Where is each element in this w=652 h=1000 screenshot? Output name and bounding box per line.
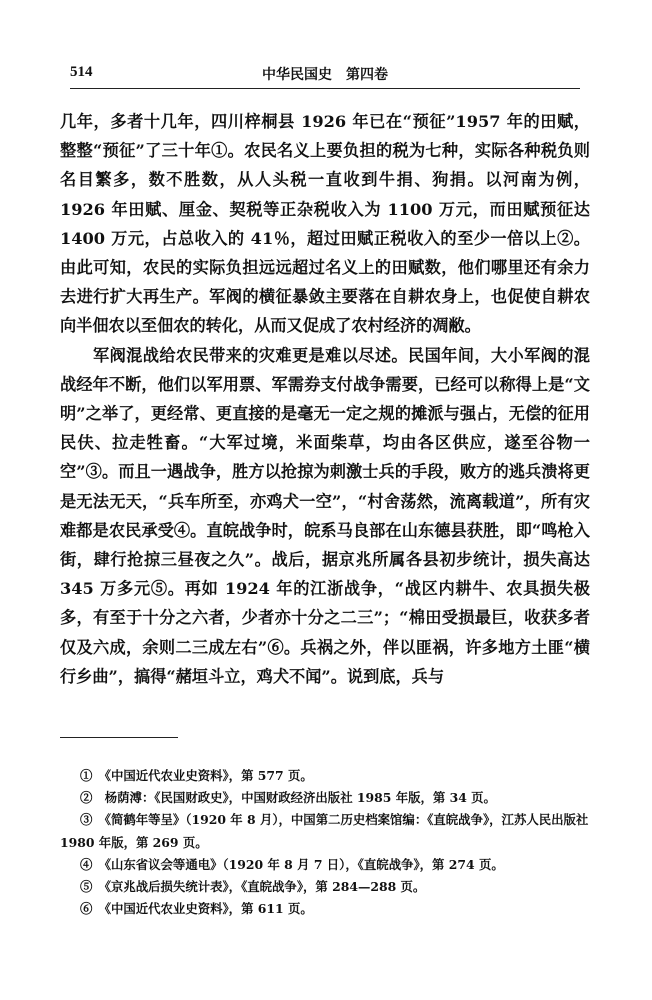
body-text [60,107,590,691]
footnote: ④ 《山东省议会等通电》（1920 年 8 月 7 日），《直皖战争》，第 274 页。 [80,856,504,872]
footnote-divider [60,737,178,738]
running-head: 中华民国史 第四卷 [262,67,388,83]
footnote: ⑤ 《京兆战后损失统计表》，《直皖战争》，第 284—288 页。 [80,879,426,895]
page-number: 514 [70,64,93,80]
footnotes [60,765,590,920]
page-header [70,64,580,89]
footnote: ③ 《简鹤年等呈》（1920 年 8 月），中国第二历史档案馆编：《直皖战争》，江苏人民出版社 1980 年版，第 269 页。 [60,812,589,850]
footnote: ① 《中国近代农业史资料》，第 577 页。 [80,768,313,783]
footnote: ② 杨荫溥：《民国财政史》，中国财政经济出版社 1985 年版，第 34 页。 [80,790,496,806]
paragraph: 军阀混战给农民带来的灾难更是难以尽述。民国年间，大小军阀的混战经年不断，他们以军用票、军需券支付战争需要，已经可以称得上是“文明”之举了，更经常、更直接的是毫无一定之规的摊派与强占，无偿的征用民伕、拉走牲畜。“大军过境，米面柴草，均由各区供应，遂至谷物一空”③。而且一遇战争，胜方以抢掠为刺激士兵的手段，败方的逃兵溃将更是无法无天，“兵车所至，亦鸡犬一空”，“村舍荡然，流离载道”，所有灾难都是农民承受④。直皖战争时，皖系马良部在山东德县获胜，即“鸣枪入街，肆行抢掠三昼夜之久”。战后，据京兆所属各县初步统计，损失高达 345 万多元⑤。再如 1924 年的江浙战争，“战区内耕牛、农具损失极多，有至于十分之六者，少者亦十分之二三”；“棉田受损最巨，收获多者仅及六成，余则二三成左右”⑥。兵祸之外，伴以匪祸，许多地方土匪“横行乡曲”，搞得“赭垣斗立，鸡犬不闻”。说到底，兵与 [60,345,590,686]
paragraph: 几年，多者十几年，四川梓桐县 1926 年已在“预征”1957 年的田赋，整整“预征”了三十年①。农民名义上要负担的税为七种，实际各种税负则名目繁多，数不胜数，从人头税一直收到牛捐、狗捐。以河南为例，1926 年田赋、厘金、契税等正杂税收入为 1100 万元，而田赋预征达 1400 万元，占总收入的 41％，超过田赋正税收入的至少一倍以上②。由此可知，农民的实际负担远远超过名义上的田赋数，他们哪里还有余力去进行扩大再生产。军阀的横征暴敛主要落在自耕农身上，也促使自耕农向半佃农以至佃农的转化，从而又促成了农村经济的凋敝。 [60,112,590,336]
footnote: ⑥ 《中国近代农业史资料》，第 611 页。 [80,901,313,917]
